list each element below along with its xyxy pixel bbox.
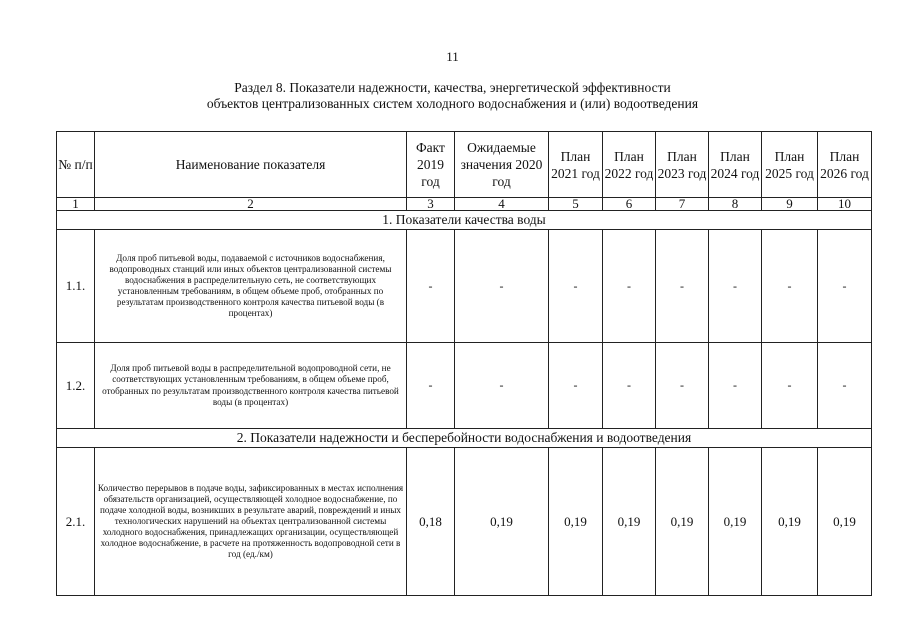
value-cell: - [656, 230, 709, 343]
column-number-row [57, 198, 872, 211]
value-cell: 0,19 [603, 448, 656, 596]
header-fact-2019: Факт 2019 год [407, 132, 455, 198]
column-number: 1 [57, 198, 95, 211]
header-plan-2026: План 2026 год [818, 132, 872, 198]
value-cell: - [656, 343, 709, 429]
value-cell: - [818, 343, 872, 429]
header-row [57, 132, 872, 198]
column-number: 8 [709, 198, 762, 211]
header-plan-2022: План 2022 год [603, 132, 656, 198]
column-number: 6 [603, 198, 656, 211]
value-cell: 0,19 [709, 448, 762, 596]
column-number: 7 [656, 198, 709, 211]
section-header-row [57, 211, 872, 230]
page-number: 11 [446, 49, 459, 64]
value-cell: - [709, 343, 762, 429]
header-plan-2024: План 2024 год [709, 132, 762, 198]
section-header-row [57, 429, 872, 448]
column-number: 4 [455, 198, 549, 211]
header-plan-2021: План 2021 год [549, 132, 603, 198]
section-title-line-1: Раздел 8. Показатели надежности, качества, энергетической эффективности [234, 80, 671, 95]
value-cell: - [762, 230, 818, 343]
row-number: 1.1. [57, 230, 95, 343]
table-row [57, 343, 872, 429]
value-cell: - [603, 230, 656, 343]
column-number: 10 [818, 198, 872, 211]
row-number: 2.1. [57, 448, 95, 596]
section-title-line-2: объектов централизованных систем холодного водоснабжения и (или) водоотведения [206, 96, 699, 111]
value-cell: - [455, 343, 549, 429]
header-plan-2023: План 2023 год [656, 132, 709, 198]
value-cell: - [407, 230, 455, 343]
column-number: 9 [762, 198, 818, 211]
value-cell: - [818, 230, 872, 343]
value-cell: 0,19 [762, 448, 818, 596]
value-cell: 0,19 [455, 448, 549, 596]
section-1-title: 1. Показатели качества воды [57, 211, 872, 230]
section-2-title: 2. Показатели надежности и бесперебойности водоснабжения и водоотведения [57, 429, 872, 448]
indicator-name: Доля проб питьевой воды, подаваемой с источников водоснабжения, водопроводных станций или иных объектов централизованной системы водоснабжения в распределительную сеть, не соответствующих установленным требованиям, в общем объеме проб, отобранных по результатам производственного контроля качества питьевой воды (в процентах) [95, 230, 407, 343]
column-number: 5 [549, 198, 603, 211]
value-cell: - [455, 230, 549, 343]
indicator-name: Доля проб питьевой воды в распределительной водопроводной сети, не соответствующих установленным требованиям, в общем объеме проб, отобранных по результатам производственного контроля качества питьевой воды (в процентах) [95, 343, 407, 429]
value-cell: 0,18 [407, 448, 455, 596]
header-num: № п/п [57, 132, 95, 198]
indicator-name: Количество перерывов в подаче воды, зафиксированных в местах исполнения обязательств организацией, осуществляющей холодное водоснабжение, по подаче холодной воды, возникших в результате аварий, повреждений и иных технологических нарушений на объектах централизованной системы холодного водоснабжения, принадлежащих организации, осуществляющей холодное водоснабжение, в расчете на протяженность водопроводной сети в год (ед./км) [95, 448, 407, 596]
table-row [57, 448, 872, 596]
column-number: 3 [407, 198, 455, 211]
indicators-table [56, 131, 872, 596]
header-plan-2025: План 2025 год [762, 132, 818, 198]
header-name: Наименование показателя [95, 132, 407, 198]
value-cell: - [407, 343, 455, 429]
value-cell: - [762, 343, 818, 429]
value-cell: - [549, 230, 603, 343]
value-cell: 0,19 [549, 448, 603, 596]
value-cell: - [709, 230, 762, 343]
table-row [57, 230, 872, 343]
section-title [0, 80, 905, 112]
value-cell: 0,19 [818, 448, 872, 596]
row-number: 1.2. [57, 343, 95, 429]
value-cell: - [603, 343, 656, 429]
column-number: 2 [95, 198, 407, 211]
value-cell: 0,19 [656, 448, 709, 596]
header-expected-2020: Ожидаемые значения 2020 год [455, 132, 549, 198]
value-cell: - [549, 343, 603, 429]
